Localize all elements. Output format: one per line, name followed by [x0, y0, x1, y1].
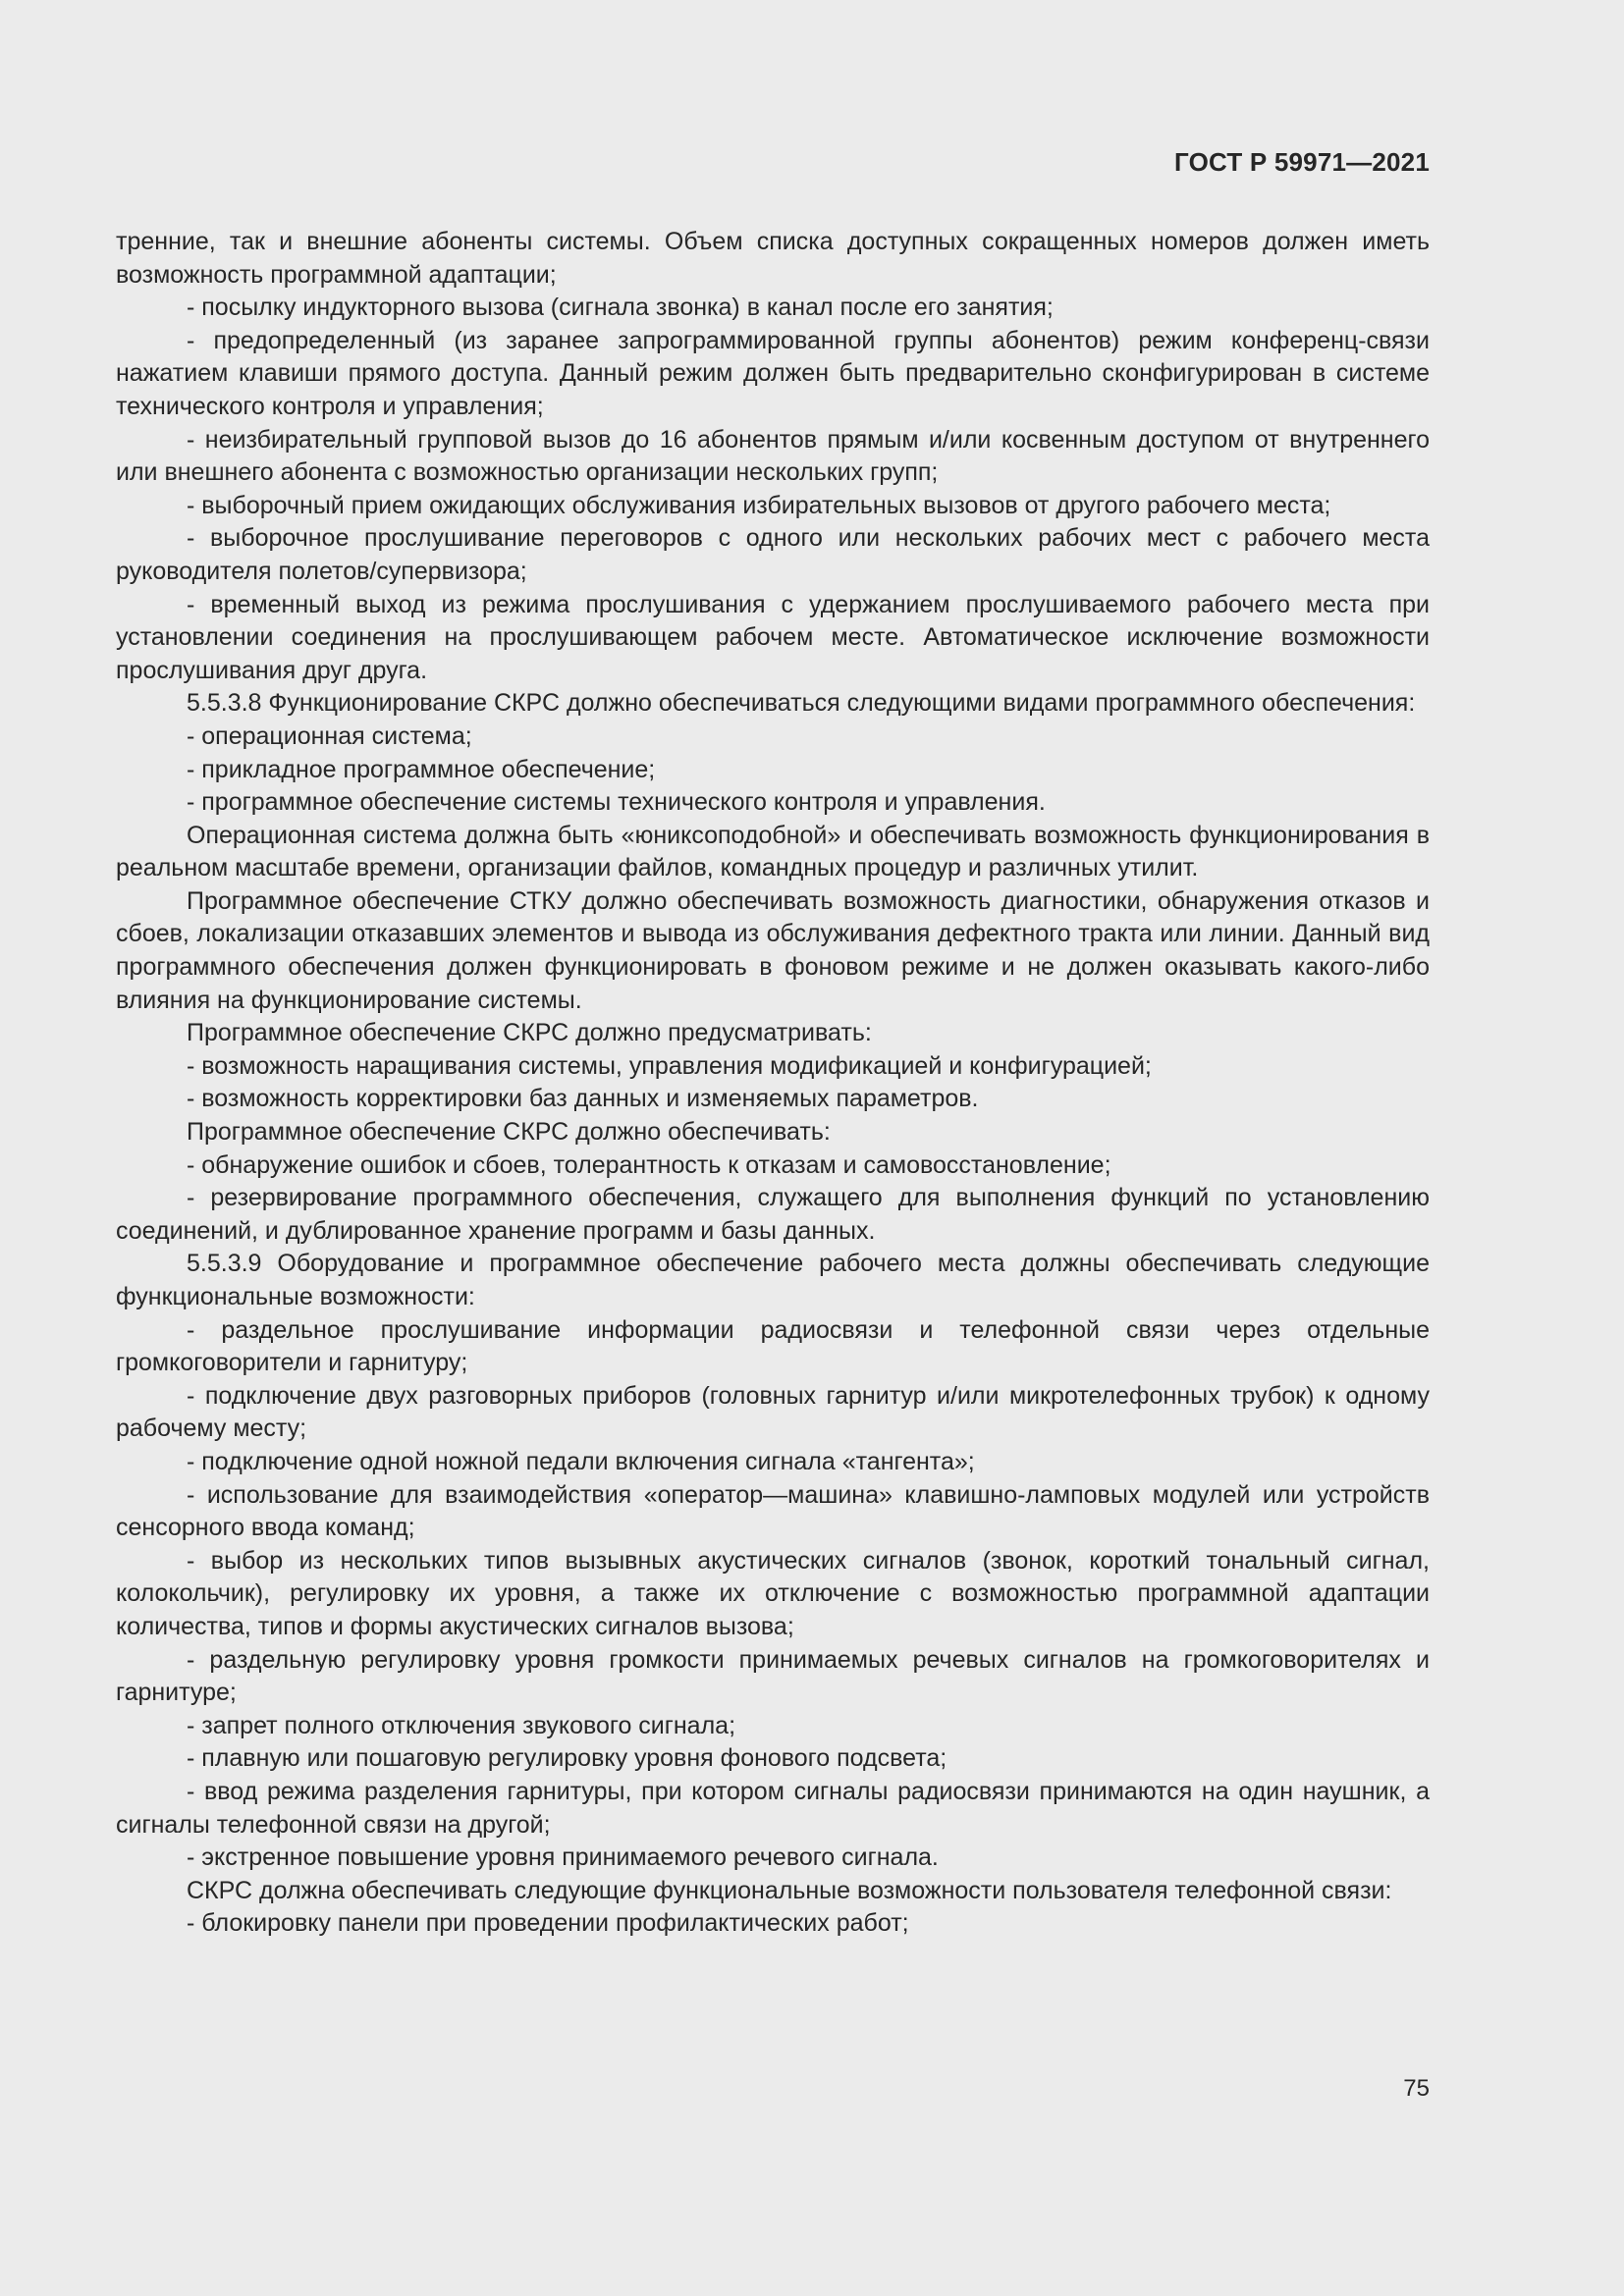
body-paragraph: Программное обеспечение СКРС должно предусматривать: [187, 1019, 872, 1047]
body-paragraph: - возможность корректировки баз данных и изменяемых параметров. [187, 1085, 979, 1113]
body-paragraph: - плавную или пошаговую регулировку уровня фонового подсвета; [187, 1744, 947, 1773]
document-header: ГОСТ Р 59971—2021 [1174, 147, 1430, 177]
body-paragraph: - программное обеспечение системы технического контроля и управления. [187, 788, 1046, 817]
body-paragraph: - выбор из нескольких типов вызывных акустических сигналов (звонок, короткий тональный сигнал, колокольчик), регулировку их уровня, а также их отключение с возможностью программной адаптации количества, типов и формы акустических сигналов вызова; [116, 1546, 1430, 1640]
body-paragraph: - экстренное повышение уровня принимаемого речевого сигнала. [187, 1843, 939, 1872]
body-paragraph: - запрет полного отключения звукового сигнала; [187, 1711, 736, 1739]
body-paragraph: - раздельную регулировку уровня громкости принимаемых речевых сигналов на громкоговорителях и гарнитуре; [116, 1645, 1430, 1707]
body-paragraph: - выборочный прием ожидающих обслуживания избирательных вызовов от другого рабочего места; [187, 491, 1331, 519]
body-paragraph: - обнаружение ошибок и сбоев, толерантность к отказам и самовосстановление; [187, 1150, 1111, 1179]
page-number: 75 [1403, 2075, 1430, 2102]
body-paragraph: 5.5.3.9 Оборудование и программное обеспечение рабочего места должны обеспечивать следующие функциональные возможности: [116, 1250, 1430, 1310]
body-paragraph: - возможность наращивания системы, управления модификацией и конфигурацией; [187, 1051, 1152, 1080]
body-paragraph: - неизбирательный групповой вызов до 16 абонентов прямым и/или косвенным доступом от внутреннего или внешнего абонента с возможностью организации нескольких групп; [116, 425, 1430, 487]
body-paragraph: - подключение двух разговорных приборов (головных гарнитур и/или микротелефонных трубок) к одному рабочему месту; [116, 1381, 1430, 1443]
body-paragraph: СКРС должна обеспечивать следующие функциональные возможности пользователя телефонной связи: [187, 1876, 1392, 1904]
body-paragraph: Операционная система должна быть «юниксоподобной» и обеспечивать возможность функционирования в реальном масштабе времени, организации файлов, командных процедур и различных утилит. [116, 821, 1430, 882]
body-paragraph: - посылку индукторного вызова (сигнала звонка) в канал после его занятия; [187, 294, 1054, 322]
body-paragraph: тренние, так и внешние абоненты системы. Объем списка доступных сокращенных номеров должен иметь возможность программной адаптации; [116, 228, 1430, 289]
body-paragraph: - временный выход из режима прослушивания с удержанием прослушиваемого рабочего места при установлении соединения на прослушивающем рабочем месте. Автоматическое исключение возможности прослушивания друг друга. [116, 590, 1430, 684]
body-paragraph: - подключение одной ножной педали включения сигнала «тангента»; [187, 1447, 975, 1475]
body-paragraph: - прикладное программное обеспечение; [187, 755, 656, 783]
document-body [116, 226, 1430, 1941]
body-paragraph: - предопределенный (из заранее запрограммированной группы абонентов) режим конференц-связи нажатием клавиши прямого доступа. Данный режим должен быть предварительно сконфигурирован в системе технического контроля и управления; [116, 326, 1430, 420]
body-paragraph: - резервирование программного обеспечения, служащего для выполнения функций по установлению соединений, и дублированное хранение программ и базы данных. [116, 1184, 1430, 1245]
body-paragraph: - ввод режима разделения гарнитуры, при котором сигналы радиосвязи принимаются на один наушник, а сигналы телефонной связи на другой; [116, 1777, 1430, 1839]
body-paragraph: - операционная система; [187, 721, 472, 750]
body-paragraph: Программное обеспечение СКРС должно обеспечивать: [187, 1118, 831, 1147]
body-paragraph: - использование для взаимодействия «оператор—машина» клавишно-ламповых модулей или устройств сенсорного ввода команд; [116, 1480, 1430, 1542]
body-paragraph: - раздельное прослушивание информации радиосвязи и телефонной связи через отдельные громкоговорители и гарнитуру; [116, 1315, 1430, 1377]
body-paragraph: - выборочное прослушивание переговоров с одного или нескольких рабочих мест с рабочего места руководителя полетов/супервизора; [116, 524, 1430, 585]
body-paragraph: - блокировку панели при проведении профилактических работ; [187, 1909, 909, 1938]
body-paragraph: 5.5.3.8 Функционирование СКРС должно обеспечиваться следующими видами программного обеспечения: [187, 689, 1416, 718]
body-paragraph: Программное обеспечение СТКУ должно обеспечивать возможность диагностики, обнаружения отказов и сбоев, локализации отказавших элементов и вывода из обслуживания дефектного тракта или линии. Данный вид программного обеспечения должен функционировать в фоновом режиме и не должен оказывать какого-либо влияния на функционирование системы. [116, 886, 1430, 1014]
